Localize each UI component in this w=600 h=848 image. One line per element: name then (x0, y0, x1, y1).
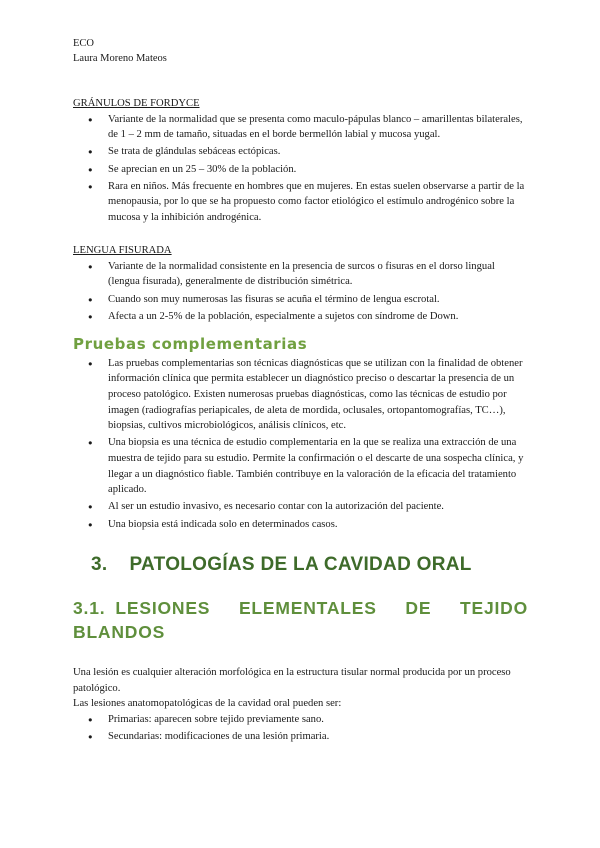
list-item: ● Cuando son muy numerosas las fisuras se acuña el término de lengua escrotal. (108, 292, 528, 308)
granulos-title: GRÁNULOS DE FORDYCE (73, 98, 200, 109)
list-item: ● Se trata de glándulas sebáceas ectópicas. (108, 144, 528, 160)
list-item: ● Una biopsia es una técnica de estudio complementaria en la que se realiza una extracción de una muestra de tejido para su estudio. Permite la confirmación o el descarte de una sospecha clínica, y llegar a un diagnóstico fiable. También contribuye en la valoración de la eficacia del tratamiento aplicado. (108, 435, 528, 497)
lesion-types-list (73, 712, 528, 745)
list-item: ● Primarias: aparecen sobre tejido previamente sano. (108, 712, 528, 728)
lengua-title: LENGUA FISURADA (73, 245, 172, 257)
list-item: ● Rara en niños. Más frecuente en hombres que en mujeres. En estas suelen observarse a partir de la menopausia, por lo que se ha propuesto como factor etiológico el estímulo androgénico sobre la mucosa y la inhibición androgénica. (108, 179, 528, 226)
pruebas-list (73, 356, 528, 532)
list-item: ● Se aprecian en un 25 – 30% de la población. (108, 162, 528, 178)
list-item: ● Secundarias: modificaciones de una lesión primaria. (108, 729, 528, 745)
list-item: ● Variante de la normalidad que se presenta como maculo-pápulas blanco – amarillentas bilaterales, de 1 – 2 mm de tamaño, situadas en el borde bermellón labial y mucosa yugal. (108, 112, 528, 143)
body-paragraph: Una lesión es cualquier alteración morfológica en la estructura tisular normal producida por un proceso patológico. (73, 667, 511, 694)
section-number: 3.1. (73, 598, 106, 619)
lengua-list (73, 259, 528, 325)
list-item: ● Las pruebas complementarias son técnicas diagnósticas que se utilizan con la finalidad de obtener información clínica que permita establecer un diagnóstico preciso o descartar la presencia de un proceso patológico. Existen numerosas pruebas diagnósticas, como las técnicas de estudio por imagen (radiografías periapicales, de aleta de mordida, oclusales, ortopantomografías, TC…), biopsias, cultivos microbiológicos, análisis clínicos, etc. (108, 356, 528, 434)
page-content (73, 96, 528, 746)
list-item: ● Al ser un estudio invasivo, es necesario contar con la autorización del paciente. (108, 499, 528, 515)
section-title: LESIONES ELEMENTALES DE TEJIDO BLANDOS (73, 598, 528, 643)
list-item: ● Afecta a un 2-5% de la población, especialmente a sujetos con síndrome de Down. (108, 309, 528, 325)
list-item: ● Una biopsia está indicada solo en determinados casos. (108, 517, 528, 533)
section-heading (73, 596, 528, 644)
header-course: ECO (73, 38, 94, 49)
granulos-list (73, 112, 528, 226)
header-author: Laura Moreno Mateos (73, 53, 167, 64)
pruebas-heading: Pruebas complementarias (73, 334, 308, 353)
page-header (73, 36, 167, 66)
chapter-heading (91, 552, 528, 578)
chapter-number: 3. (91, 554, 108, 576)
body-paragraph: Las lesiones anatomopatológicas de la cavidad oral pueden ser: (73, 698, 342, 710)
list-item: ● Variante de la normalidad consistente en la presencia de surcos o fisuras en el dorso lingual (lengua fisurada), generalmente de distribución simétrica. (108, 259, 528, 290)
chapter-title: PATOLOGÍAS DE LA CAVIDAD ORAL (129, 554, 472, 576)
